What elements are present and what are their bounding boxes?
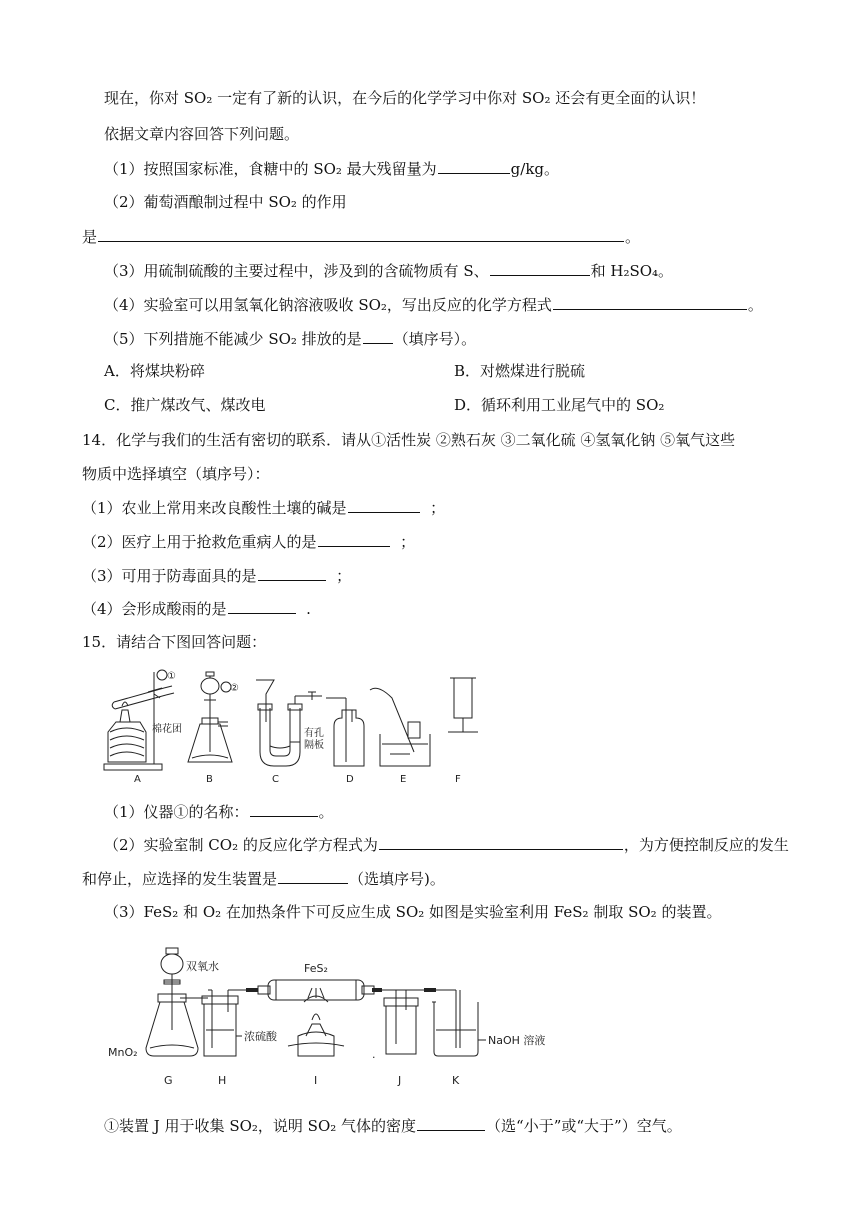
q13-part3-text: （3）用硫制硫酸的主要过程中，涉及到的含硫物质有 S、 — [104, 262, 489, 280]
q15-sub1-end: （选“小于”或“大于”）空气。 — [486, 1117, 682, 1135]
q14-part2 — [82, 531, 415, 552]
q13-part5-text: （5）下列措施不能减少 SO₂ 排放的是 — [104, 330, 362, 348]
apparatus-d — [326, 698, 364, 766]
q13-part5-end: （填序号）。 — [393, 330, 477, 348]
q14-stem-line2: 物质中选择填空（填序号）： — [82, 465, 270, 483]
apparatus-j — [384, 990, 446, 1054]
q15-part1-text: （1）仪器①的名称： — [104, 803, 249, 821]
option-c[interactable]: C．推广煤改气、煤改电 — [104, 396, 266, 414]
q15-part2-mid: ，为方便控制反应的发生 — [623, 836, 789, 854]
q15-sub1-blank[interactable] — [417, 1115, 485, 1131]
fig2-label-j: J — [398, 1074, 402, 1087]
fig1-label-f: F — [455, 774, 461, 785]
apparatus-a — [104, 670, 174, 770]
q14-stem-line1: 14．化学与我们的生活有密切的联系．请从①活性炭 ②熟石灰 ③二氧化硫 ④氢氧化钠 ⑤氧气这些 — [82, 431, 736, 449]
apparatus-k — [432, 990, 486, 1056]
q15-part2-blank-device[interactable] — [278, 868, 348, 884]
fig2-label-h: H — [218, 1074, 227, 1087]
q14-part3-text: （3）可用于防毒面具的是 — [82, 567, 257, 585]
fig1-label-a: A — [134, 774, 141, 785]
q13-part5-blank[interactable] — [363, 328, 393, 344]
q13-part1-text: （1）按照国家标准，食糖中的 SO₂ 最大残留量为 — [104, 160, 437, 178]
q15-stem: 15．请结合下图回答问题： — [82, 633, 267, 651]
fig2-h2so4-label: 浓硫酸 — [244, 1030, 277, 1043]
q14-part4-text: （4）会形成酸雨的是 — [82, 600, 227, 618]
fig1-label-c: C — [272, 774, 279, 785]
q15-part2-cont — [82, 868, 445, 889]
q13-part2-end: 。 — [625, 228, 641, 246]
q14-part1 — [82, 497, 445, 518]
fig1-cotton-label: 棉花团 — [152, 724, 182, 735]
fig1-label-d: D — [346, 774, 354, 785]
q13-part1-unit: g/kg。 — [510, 160, 560, 178]
q15-part2-text2: 和停止，应选择的发生装置是 — [82, 870, 278, 888]
fig2-label-i: I — [314, 1074, 318, 1087]
q13-part4-blank[interactable] — [553, 294, 747, 310]
instruction-text: 依据文章内容回答下列问题。 — [104, 125, 300, 143]
q14-part3-blank[interactable] — [258, 565, 326, 581]
q13-part2-prefix: 是 — [82, 228, 98, 246]
fig2-label-k: K — [452, 1074, 460, 1087]
fig2-fes2-label: FeS₂ — [304, 962, 328, 975]
q13-part4 — [104, 294, 763, 315]
q13-part2-blank[interactable] — [98, 226, 624, 242]
q13-part4-text: （4）实验室可以用氢氧化钠溶液吸收 SO₂，写出反应的化学方程式 — [104, 296, 552, 314]
apparatus-h — [202, 990, 258, 1056]
apparatus-figure-gk — [108, 940, 558, 1096]
option-a[interactable]: A．将煤块粉碎 — [104, 362, 205, 380]
fig1-label-b: B — [206, 774, 213, 785]
q15-part2 — [104, 834, 789, 855]
fig2-label-g: G — [164, 1074, 173, 1087]
q14-part3 — [82, 565, 351, 586]
fig2-mno2-label: MnO₂ — [108, 1046, 138, 1059]
fig1-plate-label-2: 隔板 — [304, 740, 324, 751]
q15-part2-text: （2）实验室制 CO₂ 的反应化学方程式为 — [104, 836, 378, 854]
q15-part1-blank[interactable] — [250, 801, 318, 817]
apparatus-e — [370, 688, 430, 766]
fig2-h2o2-label: 双氧水 — [186, 960, 219, 973]
apparatus-c — [256, 680, 322, 766]
q14-part4-blank[interactable] — [228, 598, 296, 614]
q15-part2-blank-equation[interactable] — [379, 834, 623, 850]
apparatus-figure-af — [100, 662, 480, 786]
q13-part3 — [104, 260, 673, 281]
q14-part2-end: ； — [400, 533, 416, 551]
q14-part3-end: ； — [336, 567, 352, 585]
q15-sub1-text: ①装置 J 用于收集 SO₂，说明 SO₂ 气体的密度 — [104, 1117, 417, 1135]
q14-part4 — [82, 598, 311, 619]
q15-part2-end: （选填序号)。 — [349, 870, 445, 888]
q13-part2-text: （2）葡萄酒酿制过程中 SO₂ 的作用 — [104, 193, 347, 211]
fig2-naoh-label: NaOH 溶液 — [488, 1034, 546, 1047]
q13-part1 — [104, 158, 559, 179]
fig1-mark-1: ① — [167, 671, 176, 682]
q14-part2-text: （2）医疗上用于抢救危重病人的是 — [82, 533, 317, 551]
q13-part1-blank[interactable] — [438, 158, 510, 174]
q14-part1-end: ； — [430, 499, 446, 517]
q14-part1-text: （1）农业上常用来改良酸性土壤的碱是 — [82, 499, 347, 517]
q13-part5 — [104, 328, 476, 349]
q15-part1 — [104, 801, 334, 822]
intro-text: 现在，你对 SO₂ 一定有了新的认识，在今后的化学学习中你对 SO₂ 还会有更全面的认识！ — [104, 89, 706, 107]
q13-part4-end: 。 — [747, 296, 763, 314]
q15-part3-text: （3）FeS₂ 和 O₂ 在加热条件下可反应生成 SO₂ 如图是实验室利用 FeS₂ 制取 SO₂ 的装置。 — [104, 903, 722, 921]
q14-part4-end: . — [306, 600, 311, 618]
apparatus-b — [188, 672, 232, 762]
q13-part3-blank[interactable] — [490, 260, 590, 276]
apparatus-f — [448, 678, 478, 732]
q14-part2-blank[interactable] — [318, 531, 390, 547]
option-d[interactable]: D．循环利用工业尾气中的 SO₂ — [454, 396, 665, 414]
q15-part1-end: 。 — [318, 803, 334, 821]
fig1-mark-2: ② — [230, 683, 239, 694]
q14-part1-blank[interactable] — [348, 497, 420, 513]
q13-part2-line — [82, 226, 640, 247]
fig1-label-e: E — [400, 774, 407, 785]
option-b[interactable]: B．对燃煤进行脱硫 — [454, 362, 586, 380]
q13-part3-end: 和 H₂SO₄。 — [590, 262, 674, 280]
fig2-dot: . — [372, 1048, 376, 1061]
q15-sub1 — [104, 1115, 682, 1136]
fig1-plate-label-1: 有孔 — [304, 728, 324, 739]
